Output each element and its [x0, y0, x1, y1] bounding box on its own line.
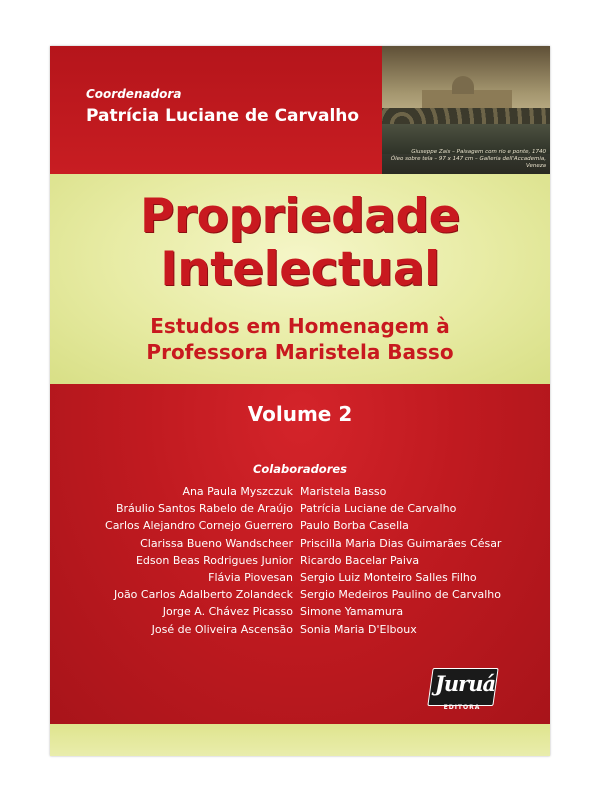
- collaborators-left-column: [105, 483, 293, 638]
- collaborator-name: Sonia Maria D'Elboux: [300, 622, 417, 636]
- collaborator-name: João Carlos Adalberto Zolandeck: [113, 588, 293, 602]
- collaborators-right-column: [300, 483, 501, 638]
- coordinator-name: Patrícia Luciane de Carvalho: [86, 106, 360, 126]
- coordinator-label: Coordenadora: [86, 87, 182, 101]
- collaborator-name: Maristela Basso: [300, 485, 387, 498]
- publisher-logo-sub: EDITORA: [443, 704, 481, 711]
- collaborator-name: José de Oliveira Ascensão: [151, 622, 293, 636]
- cover-painting: [382, 46, 550, 174]
- collaborator-name: Bráulio Santos Rabelo de Araújo: [115, 502, 293, 516]
- painting-caption-line2: Óleo sobre tela – 97 x 147 cm – Galleria dell'Accademia, Veneza: [390, 156, 546, 169]
- collaborator-name: Simone Yamamura: [300, 605, 404, 619]
- collaborator-name: Jorge A. Chávez Picasso: [162, 605, 293, 619]
- collaborator-name: Carlos Alejandro Cornejo Guerrero: [105, 519, 293, 533]
- collaborator-name: Edson Beas Rodrigues Junior: [135, 553, 293, 567]
- publisher-logo: [430, 668, 500, 714]
- book-subtitle-line1: Estudos em Homenagem à: [150, 314, 450, 338]
- book-subtitle-line2: Professora Maristela Basso: [146, 340, 454, 364]
- collaborator-name: Ana Paula Myszczuk: [182, 485, 293, 498]
- publisher-logo-mark: Juruá: [434, 671, 496, 696]
- collaborator-name: Ricardo Bacelar Paiva: [300, 553, 420, 567]
- collaborator-name: Sergio Luiz Monteiro Salles Filho: [300, 570, 477, 584]
- collaborator-name: Paulo Borba Casella: [300, 519, 409, 533]
- collaborator-name: Patrícia Luciane de Carvalho: [300, 502, 457, 516]
- collaborator-name: Sergio Medeiros Paulino de Carvalho: [300, 588, 502, 602]
- painting-caption-line1: Giuseppe Zais – Paisagem com rio e ponte, 1740: [411, 149, 546, 155]
- book-cover: [50, 46, 550, 756]
- book-title-line1: Propriedade: [139, 189, 461, 244]
- collaborator-name: Clarissa Bueno Wandscheer: [140, 536, 293, 550]
- collaborator-name: Priscilla Maria Dias Guimarães César: [300, 536, 502, 550]
- bottom-band: [50, 724, 550, 756]
- collaborators-heading: Colaboradores: [252, 462, 348, 476]
- volume-label: Volume 2: [247, 402, 353, 426]
- collaborator-name: Flávia Piovesan: [208, 570, 293, 584]
- book-title-line2: Intelectual: [160, 242, 440, 297]
- painting-caption: [386, 149, 546, 170]
